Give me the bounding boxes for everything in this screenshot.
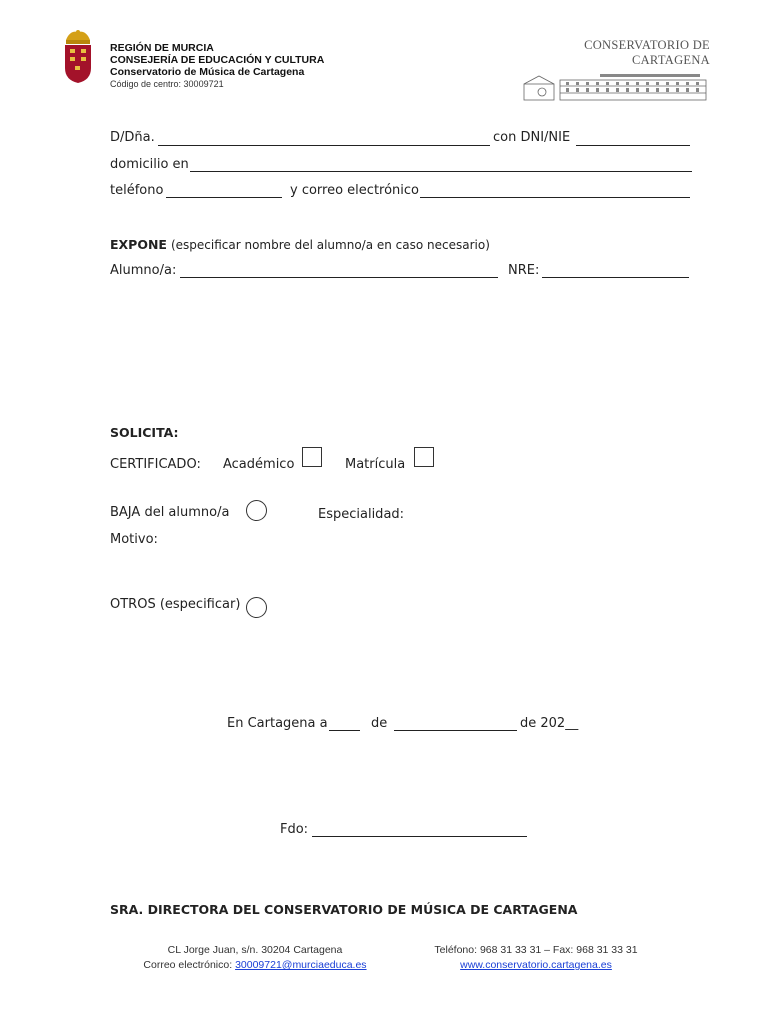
footer-email-link[interactable]: 30009721@murciaeduca.es (235, 959, 367, 971)
nre-field[interactable] (542, 277, 689, 278)
student-field[interactable] (180, 277, 498, 278)
baja-label: BAJA del alumno/a (110, 505, 230, 520)
address-field[interactable] (190, 171, 692, 172)
signature-field[interactable] (312, 836, 527, 837)
certificado-label: CERTIFICADO: (110, 457, 201, 472)
expone-note: (especificar nombre del alumno/a en caso necesario) (170, 238, 490, 252)
footer-right (420, 943, 652, 973)
nre-label: NRE: (508, 263, 540, 278)
footer-address: CL Jorge Juan, s/n. 30204 Cartagena (167, 944, 343, 956)
motivo-label: Motivo: (110, 532, 158, 547)
expone-heading (110, 237, 490, 252)
expone-label: EXPONE (110, 237, 167, 252)
center-code: Código de centro: 30009721 (110, 79, 224, 89)
matricula-label: Matrícula (345, 457, 406, 472)
email-label: y correo electrónico (290, 183, 420, 198)
name-label: D/Dña. (110, 130, 155, 145)
date-day-field[interactable] (329, 730, 360, 731)
academico-label: Académico (223, 457, 295, 472)
ministry-name: CONSEJERÍA DE EDUCACIÓN Y CULTURA (110, 54, 325, 66)
addressee: SRA. DIRECTORA DEL CONSERVATORIO DE MÚSICA DE CARTAGENA (110, 902, 578, 917)
date-month-field[interactable] (394, 730, 517, 731)
dni-field[interactable] (576, 145, 690, 146)
address-label: domicilio en (110, 157, 189, 172)
dni-label: con DNI/NIE (493, 130, 571, 145)
especialidad-label: Especialidad: (318, 507, 405, 522)
date-prefix: En Cartagena a (227, 716, 328, 731)
school-name: Conservatorio de Música de Cartagena (110, 66, 305, 78)
academico-checkbox[interactable] (302, 447, 322, 467)
solicita-heading: SOLICITA: (110, 425, 179, 440)
signature-label: Fdo: (280, 822, 309, 837)
region-name: REGIÓN DE MURCIA (110, 42, 214, 54)
name-field[interactable] (158, 145, 490, 146)
footer-left (110, 943, 400, 973)
otros-label: OTROS (especificar) (110, 597, 241, 612)
email-field[interactable] (420, 197, 690, 198)
header-text (110, 42, 324, 90)
student-label: Alumno/a: (110, 263, 177, 278)
conservatory-logo-text: CONSERVATORIO DE CARTAGENA (584, 38, 710, 67)
phone-field[interactable] (166, 197, 282, 198)
matricula-checkbox[interactable] (414, 447, 434, 467)
conservatory-logo (520, 38, 710, 86)
baja-radio[interactable] (246, 500, 267, 521)
footer-phone: Teléfono: 968 31 33 31 – Fax: 968 31 33 31 (434, 944, 638, 956)
footer-email-prefix: Correo electrónico: (143, 959, 233, 971)
region-coat-of-arms (62, 28, 94, 84)
phone-label: teléfono (110, 183, 164, 198)
date-year-label: de 202__ (520, 716, 579, 731)
footer-website-link[interactable]: www.conservatorio.cartagena.es (460, 959, 612, 971)
footer-email-line (110, 958, 400, 973)
date-de-label: de (371, 716, 388, 731)
otros-radio[interactable] (246, 597, 267, 618)
